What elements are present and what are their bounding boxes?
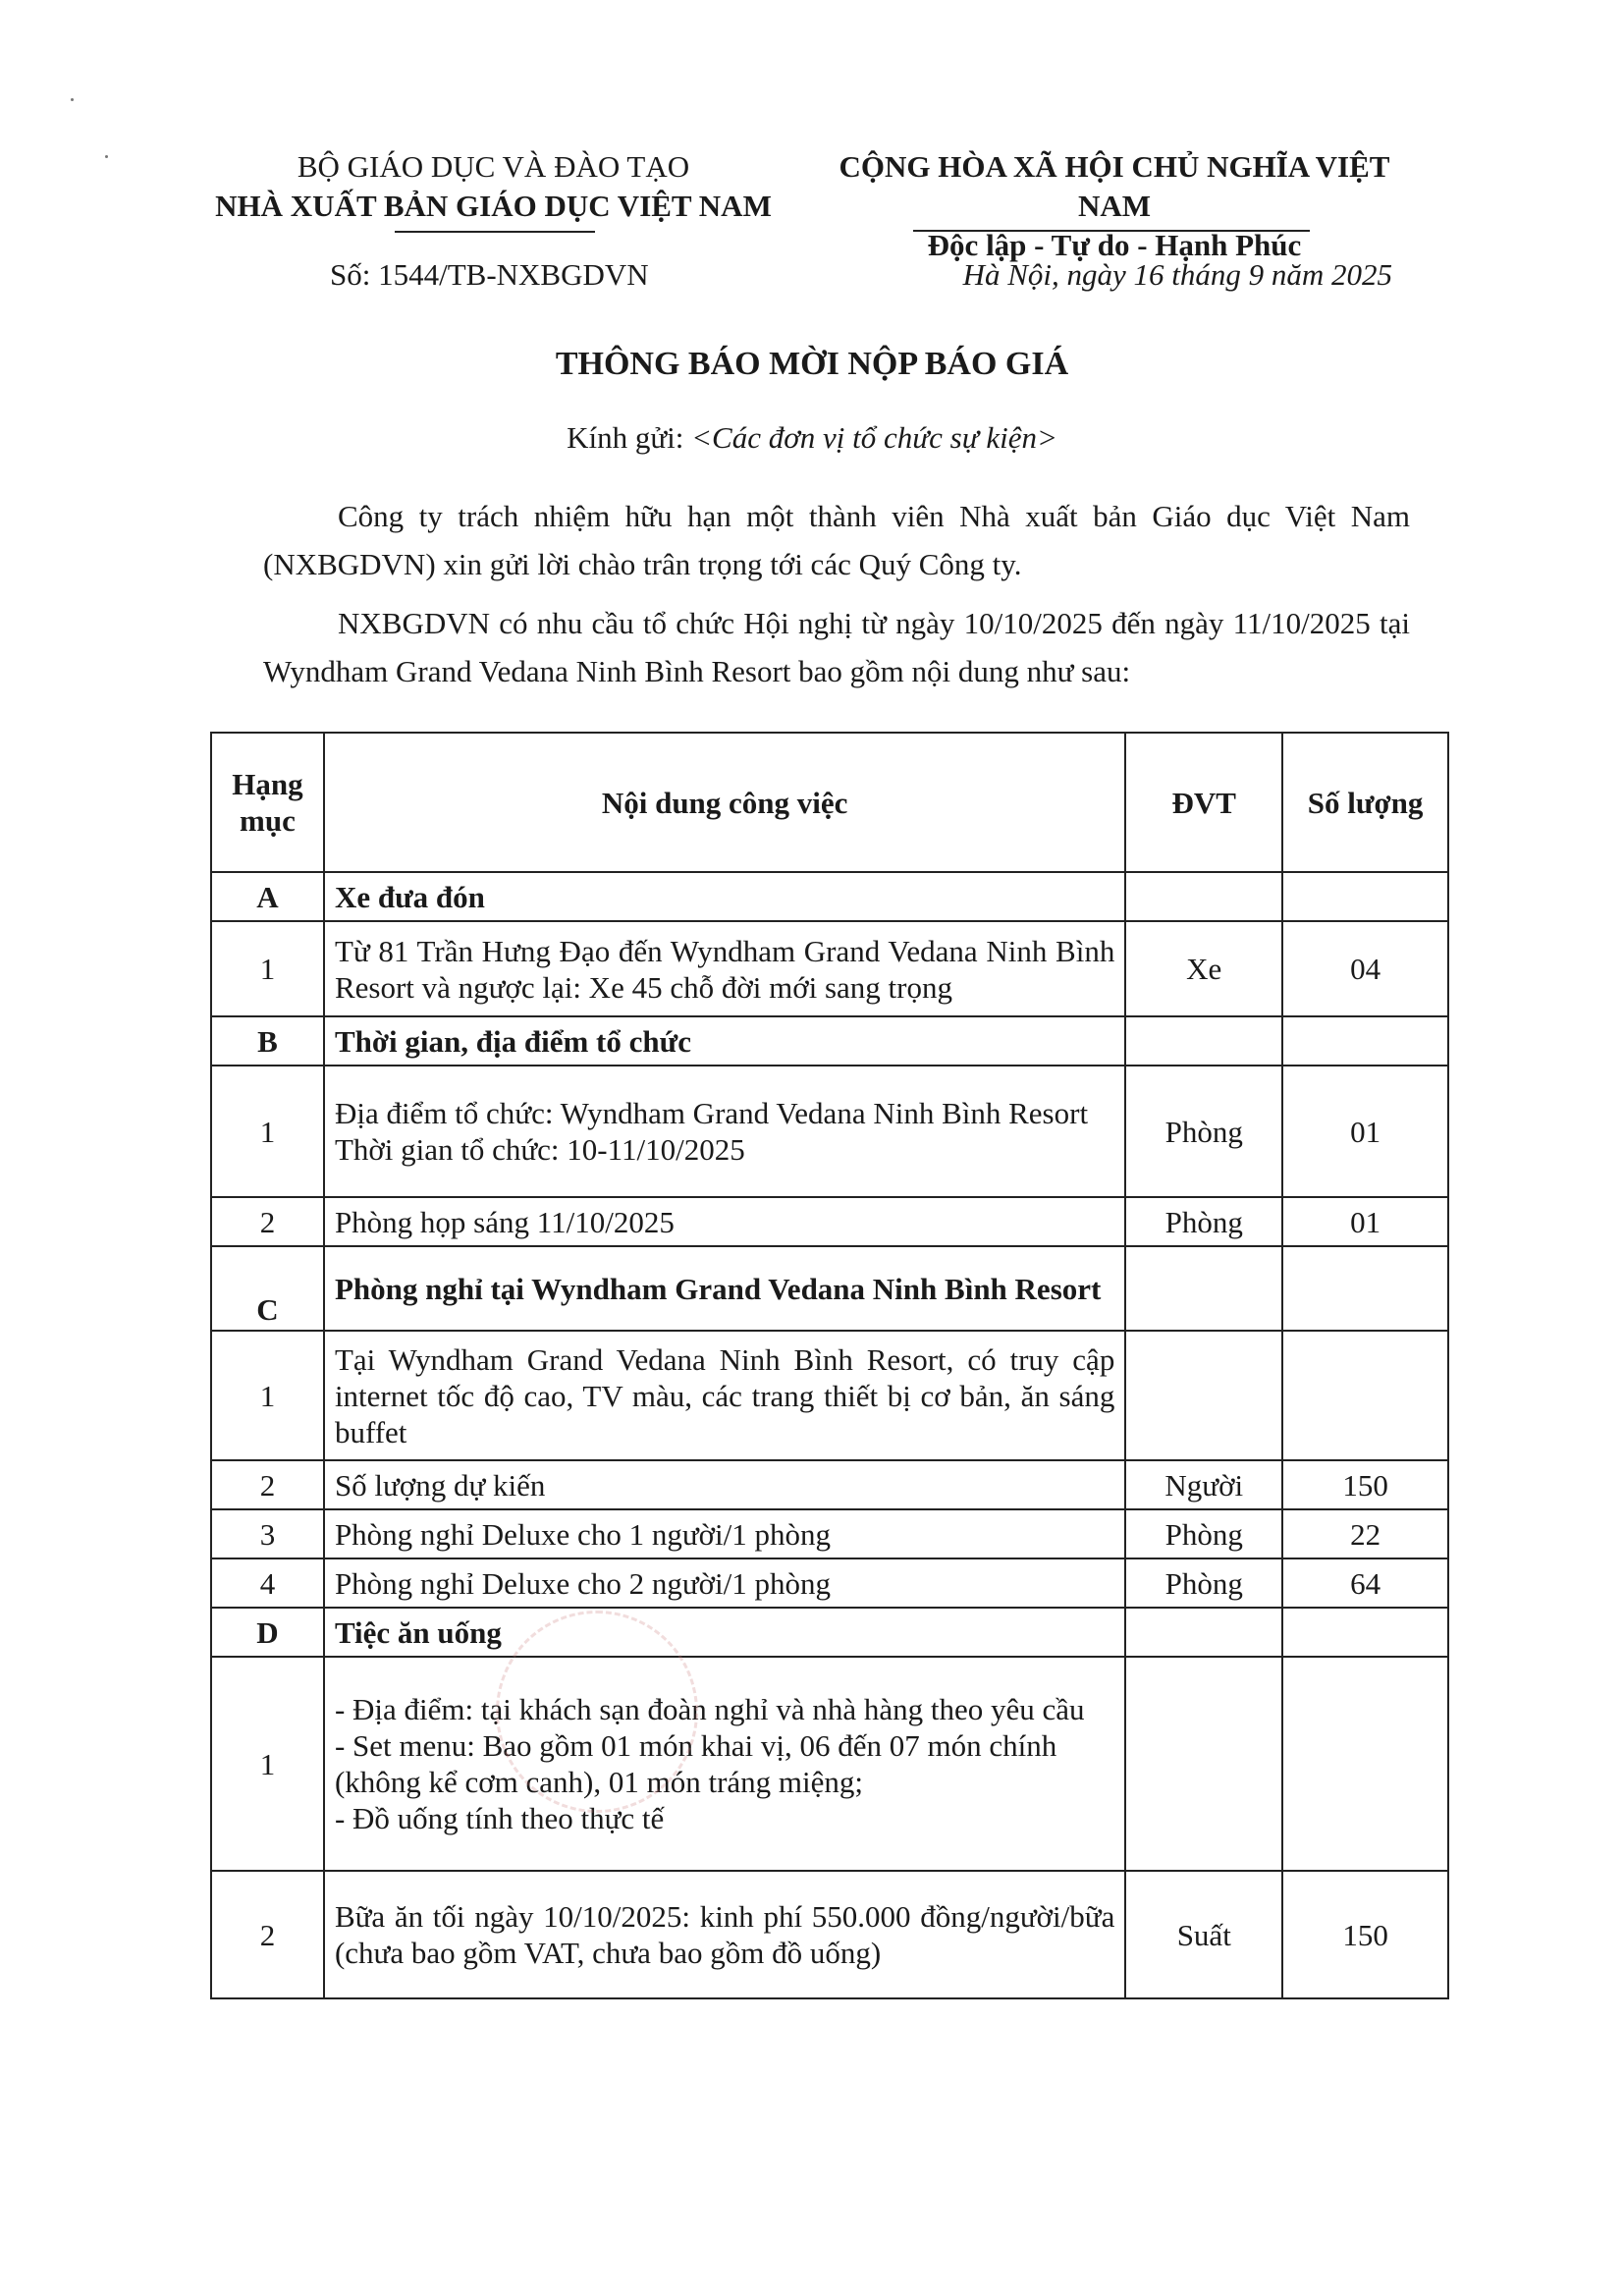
row-unit [1125, 1016, 1282, 1066]
row-code: A [211, 872, 324, 921]
row-unit [1125, 1657, 1282, 1871]
row-unit: Phòng [1125, 1197, 1282, 1246]
row-code: C [211, 1246, 324, 1331]
row-unit: Xe [1125, 921, 1282, 1016]
table-row [211, 1197, 1448, 1246]
row-unit [1125, 1608, 1282, 1657]
document-title: THÔNG BÁO MỜI NỘP BÁO GIÁ [555, 346, 1069, 382]
motto-underline [913, 230, 1310, 232]
row-quantity: 150 [1282, 1871, 1448, 1998]
row-content [324, 1066, 1125, 1197]
row-quantity [1282, 1016, 1448, 1066]
row-content: Bữa ăn tối ngày 10/10/2025: kinh phí 550.000 đồng/người/bữa (chưa bao gồm VAT, chưa bao gồm đồ uống) [324, 1871, 1125, 1998]
row-unit: Phòng [1125, 1066, 1282, 1197]
recipient-value: <Các đơn vị tổ chức sự kiện> [691, 420, 1057, 455]
row-content: Tiệc ăn uống [324, 1608, 1125, 1657]
row-quantity [1282, 1657, 1448, 1871]
document-number: Số: 1544/TB-NXBGDVN [330, 257, 649, 292]
row-unit [1125, 1331, 1282, 1460]
row-content: Từ 81 Trần Hưng Đạo đến Wyndham Grand Vedana Ninh Bình Resort và ngược lại: Xe 45 chỗ đời mới sang trọng [324, 921, 1125, 1016]
table-row [211, 1331, 1448, 1460]
row-code: D [211, 1608, 324, 1657]
row-quantity [1282, 1331, 1448, 1460]
row-code: 3 [211, 1509, 324, 1558]
row-code: 2 [211, 1197, 324, 1246]
row-content-line: Thời gian tổ chức: 10-11/10/2025 [334, 1132, 745, 1167]
row-quantity [1282, 1246, 1448, 1331]
quotation-table [210, 732, 1449, 1999]
row-content: Tại Wyndham Grand Vedana Ninh Bình Resort, có truy cập internet tốc độ cao, TV màu, các trang thiết bị cơ bản, ăn sáng buffet [324, 1331, 1125, 1460]
table-row [211, 1016, 1448, 1066]
request-paragraph: NXBGDVN có nhu cầu tổ chức Hội nghị từ ngày 10/10/2025 đến ngày 11/10/2025 tại Wyndham Grand Vedana Ninh Bình Resort bao gồm nội dung như sau: [263, 606, 1410, 688]
row-content: Phòng nghỉ Deluxe cho 2 người/1 phòng [324, 1558, 1125, 1608]
header-unit: ĐVT [1125, 733, 1282, 872]
row-quantity [1282, 872, 1448, 921]
faint-stamp [496, 1611, 698, 1813]
row-quantity: 01 [1282, 1197, 1448, 1246]
row-code: B [211, 1016, 324, 1066]
publisher-name: NHÀ XUẤT BẢN GIÁO DỤC VIỆT NAM [215, 189, 772, 223]
country-name: CỘNG HÒA XÃ HỘI CHỦ NGHĨA VIỆT NAM [839, 149, 1390, 223]
table-header-row [211, 733, 1448, 872]
row-content-line: Địa điểm tổ chức: Wyndham Grand Vedana Ninh Bình Resort [334, 1096, 1089, 1130]
row-content: Xe đưa đón [324, 872, 1125, 921]
row-content: Phòng nghỉ tại Wyndham Grand Vedana Ninh Bình Resort [324, 1246, 1125, 1331]
row-code: 1 [211, 1657, 324, 1871]
row-code: 1 [211, 1331, 324, 1460]
row-code: 2 [211, 1871, 324, 1998]
row-code: 1 [211, 1066, 324, 1197]
row-code: 4 [211, 1558, 324, 1608]
row-unit [1125, 872, 1282, 921]
row-quantity [1282, 1608, 1448, 1657]
row-unit: Phòng [1125, 1509, 1282, 1558]
scan-speck [71, 98, 74, 101]
row-content [324, 1657, 1125, 1871]
document-date: Hà Nội, ngày 16 tháng 9 năm 2025 [962, 257, 1392, 292]
ministry-name: BỘ GIÁO DỤC VÀ ĐÀO TẠO [297, 149, 690, 184]
row-code: 1 [211, 921, 324, 1016]
table-row [211, 1871, 1448, 1998]
table-row [211, 1246, 1448, 1331]
table-row [211, 1558, 1448, 1608]
table-row [211, 1657, 1448, 1871]
row-unit: Người [1125, 1460, 1282, 1509]
row-quantity: 150 [1282, 1460, 1448, 1509]
header-content: Nội dung công việc [324, 733, 1125, 872]
header-quantity: Số lượng [1282, 733, 1448, 872]
table-row [211, 921, 1448, 1016]
issuer-block [206, 147, 781, 226]
row-content-line: - Set menu: Bao gồm 01 món khai vị, 06 đến 07 món chính (không kể cơm canh), 01 món tráng miệng; [334, 1728, 1057, 1799]
row-content: Thời gian, địa điểm tổ chức [324, 1016, 1125, 1066]
recipient-line [0, 420, 1624, 456]
national-heading [800, 147, 1429, 265]
row-content-line: - Địa điểm: tại khách sạn đoàn nghỉ và nhà hàng theo yêu cầu [334, 1692, 1085, 1726]
intro-paragraph: Công ty trách nhiệm hữu hạn một thành viên Nhà xuất bản Giáo dục Việt Nam (NXBGDVN) xin gửi lời chào trân trọng tới các Quý Công ty. [263, 499, 1410, 581]
table-row [211, 1460, 1448, 1509]
row-code: 2 [211, 1460, 324, 1509]
row-content-line: - Đồ uống tính theo thực tế [334, 1801, 665, 1835]
row-quantity: 01 [1282, 1066, 1448, 1197]
recipient-prefix: Kính gửi: [567, 420, 692, 455]
header-category: Hạng mục [211, 733, 324, 872]
table-row [211, 1608, 1448, 1657]
table-row [211, 1066, 1448, 1197]
table-row [211, 872, 1448, 921]
row-unit [1125, 1246, 1282, 1331]
scan-speck [105, 155, 108, 158]
national-motto: Độc lập - Tự do - Hạnh Phúc [927, 228, 1302, 262]
row-unit: Phòng [1125, 1558, 1282, 1608]
row-content: Phòng nghỉ Deluxe cho 1 người/1 phòng [324, 1509, 1125, 1558]
row-quantity: 04 [1282, 921, 1448, 1016]
row-content: Phòng họp sáng 11/10/2025 [324, 1197, 1125, 1246]
row-quantity: 22 [1282, 1509, 1448, 1558]
row-quantity: 64 [1282, 1558, 1448, 1608]
row-unit: Suất [1125, 1871, 1282, 1998]
row-content: Số lượng dự kiến [324, 1460, 1125, 1509]
table-row [211, 1509, 1448, 1558]
issuer-underline [395, 231, 595, 233]
